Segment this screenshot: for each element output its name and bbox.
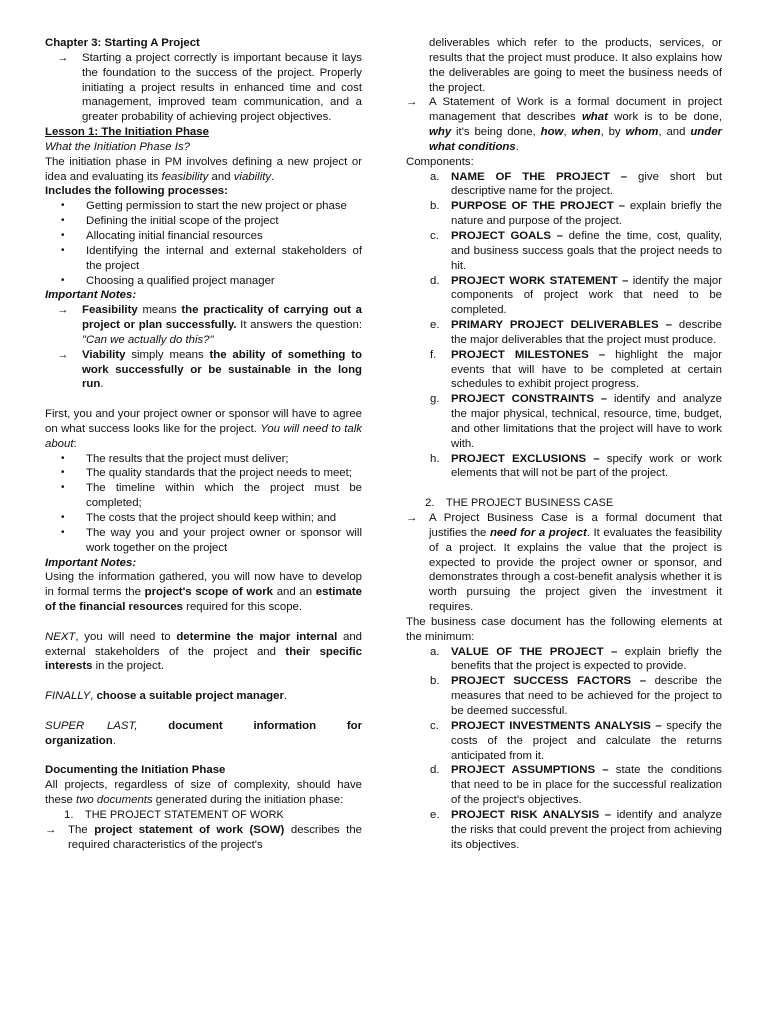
bullet-icon: •	[61, 482, 65, 494]
list-item: c. PROJECT GOALS – define the time, cost, quality, and business success goals that the project needs to hit.	[430, 229, 722, 272]
list-item: • The timeline within which the project must be completed;	[61, 482, 362, 510]
list-item: g. PROJECT CONSTRAINTS – identify and analyze the major physical, technical, resource, time, budget, and other limitations that the project will have to work with.	[430, 393, 722, 450]
list-item: • The costs that the project should keep within; and	[61, 512, 337, 524]
bullet-icon: •	[61, 215, 65, 227]
documenting-paragraph: All projects, regardless of size of complexity, should have these two documents generated during the initiation phase:	[45, 779, 362, 807]
intro-text: Starting a project correctly is important because it lays the foundation to the success of the project. Properly initiating a project results in enhanced time and cost management, improved team communication, and a greater probability of achieving project objectives.	[82, 51, 362, 124]
list-item: d. PROJECT ASSUMPTIONS – state the conditions that need to be in place for the successful realization of the project's objectives.	[430, 764, 722, 807]
sow-heading: 1. THE PROJECT STATEMENT OF WORK	[64, 808, 284, 821]
bullet-icon: •	[61, 244, 65, 256]
bullet-icon: •	[61, 274, 65, 286]
chapter-title: Chapter 3: Starting A Project	[45, 37, 200, 49]
notes-heading: Important Notes:	[45, 289, 137, 302]
list-item: • The quality standards that the project needs to meet;	[61, 467, 352, 480]
arrow-icon: →	[406, 96, 418, 109]
section-question: What the Initiation Phase Is?	[45, 140, 190, 153]
notes-heading-2: Important Notes:	[45, 556, 137, 569]
list-item: a. NAME OF THE PROJECT – give short but descriptive name for the project.	[430, 170, 722, 198]
list-item: • Identifying the internal and external stakeholders of the project	[61, 244, 362, 272]
elements-intro: The business case document has the following elements at the minimum:	[406, 615, 722, 643]
lesson-title: Lesson 1: The Initiation Phase	[45, 126, 209, 139]
next-paragraph: NEXT, you will need to determine the major internal and external stakeholders of the project and their specific interests in the project.	[45, 630, 363, 673]
talk-list	[45, 452, 362, 556]
documenting-heading: Documenting the Initiation Phase	[45, 764, 226, 777]
scope-paragraph: Using the information gathered, you will now have to develop in formal terms the project's scope of work and an estimate of the financial resources required for this scope.	[45, 571, 363, 614]
list-item: • Allocating initial financial resources	[61, 229, 263, 242]
processes-heading: Includes the following processes:	[45, 185, 228, 198]
success-paragraph: First, you and your project owner or sponsor will have to agree on what success looks like for the project. You will need to talk about:	[45, 408, 362, 450]
list-item: f. PROJECT MILESTONES – highlight the major events that will have to be completed at certain schedules to exhibit project progress.	[430, 348, 722, 391]
elements-list	[406, 645, 722, 853]
sow-continuation: deliverables which refer to the products, services, or results that the project must produce. It also explains how the deliverables are going to meet the business needs of the project.	[429, 37, 722, 94]
bullet-icon: •	[61, 200, 65, 212]
list-item: e. PRIMARY PROJECT DELIVERABLES – describe the major deliverables that the project must produce.	[430, 319, 722, 346]
list-item: • Defining the initial scope of the project	[61, 215, 279, 228]
sow-paragraph: → The project statement of work (SOW) describes the required characteristics of the project's	[45, 823, 362, 851]
list-item: • The results that the project must deliver;	[61, 452, 289, 465]
arrow-icon: →	[406, 512, 418, 524]
arrow-icon: →	[57, 348, 69, 361]
components-heading: Components:	[406, 155, 474, 168]
bullet-icon: •	[61, 229, 65, 241]
arrow-icon: →	[57, 51, 69, 64]
bullet-icon: •	[61, 452, 65, 464]
list-item: c. PROJECT INVESTMENTS ANALYSIS – specify the costs of the project and calculate the returns anticipated from it.	[430, 719, 722, 762]
list-item: e. PROJECT RISK ANALYSIS – identify and analyze the risks that could prevent the project from achieving its objectives.	[430, 808, 722, 851]
list-item: a. VALUE OF THE PROJECT – explain briefly the benefits that the project is expected to provide.	[430, 645, 722, 673]
viability-note: → Viability simply means the ability of something to work successfully or be sustainable in the long run.	[57, 348, 362, 391]
intro-paragraph	[45, 51, 362, 125]
business-case-heading: 2. THE PROJECT BUSINESS CASE	[425, 497, 614, 510]
bullet-icon: •	[61, 526, 65, 538]
list-item: • Getting permission to start the new project or phase	[61, 200, 347, 213]
business-case-definition: → A Project Business Case is a formal document that justifies the need for a project. It evaluates the feasibility of a project. It explains the value that the project is expected to provide the project owner or sponsor, and demonstrates through a cost-benefit analysis whether it is worth pursuing the project given the investment it requires.	[406, 512, 722, 614]
left-column	[45, 36, 362, 852]
arrow-icon: →	[45, 823, 57, 836]
list-item: b. PURPOSE OF THE PROJECT – explain briefly the nature and purpose of the project.	[430, 200, 722, 228]
initiation-definition: The initiation phase in PM involves defining a new project or idea and evaluating its feasibility and viability.	[45, 155, 362, 183]
process-list	[45, 199, 362, 288]
list-item: b. PROJECT SUCCESS FACTORS – describe the measures that need to be achieved for the project to be deemed successful.	[430, 675, 722, 717]
bullet-icon: •	[61, 512, 65, 523]
finally-paragraph: FINALLY, choose a suitable project manager.	[45, 690, 288, 703]
right-column	[406, 36, 722, 852]
super-last-paragraph: SUPER LAST, document information for organization.	[45, 719, 362, 747]
components-list	[406, 170, 722, 482]
arrow-icon: →	[57, 304, 69, 317]
list-item: • The way you and your project owner or sponsor will work together on the project	[61, 526, 362, 554]
list-item: • Choosing a qualified project manager	[61, 274, 275, 287]
list-item: h. PROJECT EXCLUSIONS – specify work or work elements that will not be part of the project.	[430, 452, 722, 480]
feasibility-note: → Feasibility means the practicality of carrying out a project or plan successfully. It answers the question: "Can we actually do this?"	[57, 304, 362, 346]
sow-definition: → A Statement of Work is a formal document in project management that describes what work is to be done, why it's being done, how, when, by whom, and under what conditions.	[406, 96, 722, 153]
bullet-icon: •	[61, 467, 65, 479]
list-item: d. PROJECT WORK STATEMENT – identify the major components of project work that need to be completed.	[430, 274, 723, 317]
